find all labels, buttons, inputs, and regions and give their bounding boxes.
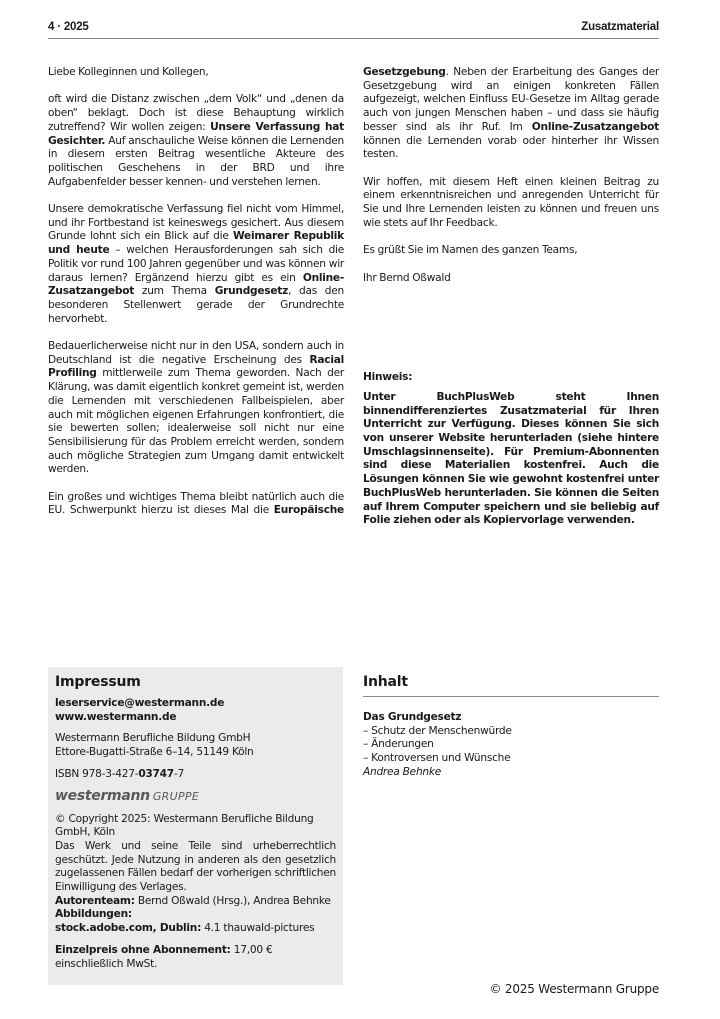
images-source (55, 922, 336, 936)
page-header (48, 20, 659, 39)
text: Ein großes und wichtiges Thema bleibt natürlich auch die EU. Schwerpunkt hierzu ist dieses Mal die (48, 490, 344, 517)
text: – welchen Herausforderungen sah sich die Politik vor rund 100 Jahren gegenüber und was können wir daraus lernen? Ergänzend hierzu gibt es ein (48, 244, 345, 284)
price-label: Einzelpreis ohne Abonnement: (55, 943, 231, 956)
authors-label: Autorenteam: (55, 894, 135, 907)
authors-value: Bernd Oßwald (Hrsg.), Andrea Behnke (134, 894, 331, 907)
text: zum Thema (134, 285, 215, 298)
text: Auf anschauliche Weise können die Lernenden in diesem ersten Beitrag wesentliche Akteure des politischen Geschehens in der BRD und ihre Aufgabenfelder besser kennen- und verstehen lernen. (48, 134, 344, 188)
images-label-text: Abbildungen: (55, 908, 132, 921)
website-link[interactable]: www.westermann.de (55, 710, 177, 723)
letter-signature: Ihr Bernd Oßwald (363, 271, 451, 284)
hint-title: Hinweis: (363, 371, 413, 384)
letter-paragraph-3 (48, 340, 344, 477)
text: Unsere demokratische Verfassung fiel nicht vom Himmel, und ihr Fortbestand ist keineswegs gesichert. Aus diesem Grunde lohnt sich ein Blick auf die (48, 203, 344, 243)
contact-block (55, 697, 336, 724)
contents-section (363, 667, 659, 780)
letter-column-right (363, 66, 659, 528)
highlight-eu-law-part1: Europäische (273, 504, 344, 517)
isbn (55, 768, 336, 782)
street-address: Ettore-Bugatti-Straße 6–14, 51149 Köln (55, 746, 254, 759)
page-footer-copyright: © 2025 Westermann Gruppe (489, 982, 659, 996)
text: oft wird die Distanz zwischen „dem Volk“ und „denen da oben“ beklagt. Doch ist diese Behauptung wirklich zutreffend? Wir wollen zeigen: (48, 93, 344, 133)
logo-group: GRUPPE (152, 789, 200, 803)
price (55, 944, 336, 971)
company-name: Westermann Berufliche Bildung GmbH (55, 732, 251, 745)
isbn-suffix: -7 (173, 767, 184, 780)
letter-salutation: Liebe Kolleginnen und Kollegen, (48, 66, 209, 78)
contents-item: – Änderungen (363, 738, 434, 751)
text: können die Lernenden vorab oder hinterher ihr Wissen testen. (363, 134, 659, 161)
rights-text: Das Werk und seine Teile sind urheberrechtlich geschützt. Jede Nutzung in anderen als den gesetzlich zugelassenen Fällen bedarf der vorherigen schriftlichen Einwilligung des Verlages. (55, 839, 336, 894)
letter-paragraph-2 (48, 203, 344, 326)
email-link[interactable]: leserservice@westermann.de (55, 697, 225, 709)
letter-paragraph-1 (48, 93, 344, 189)
text: Bedauerlicherweise nicht nur in den USA, sondern auch in Deutschland ist die negative Erscheinung des (48, 340, 344, 366)
highlight-online-offer: Online-Zusatzangebot (48, 271, 344, 298)
publisher-address (55, 732, 336, 759)
issue-number: 4 · 2025 (48, 21, 89, 33)
section-title: Zusatzmaterial (581, 21, 659, 33)
highlight-eu-law-part2: Gesetzgebung (363, 66, 446, 78)
text: , das den besonderen Stellenwert gerade der Grundrechte hervorhebt. (48, 285, 345, 325)
text: . Neben der Erarbeitung des Ganges der Gesetzgebung wird an einigen konkreten Fällen aufgezeigt, welchen Einfluss EU-Gesetze im Alltag gerade auch von jungen Menschen haben – und dass sie häufig besser sind als ihr Ruf. Im (363, 66, 659, 133)
letter-paragraph-4-cont (363, 66, 659, 162)
images-label (55, 908, 336, 922)
authors (55, 895, 336, 909)
contents-title: Inhalt (363, 667, 659, 697)
isbn-bold: 03747 (138, 767, 174, 780)
highlight-weimar: Weimarer Republik und heute (48, 230, 344, 257)
isbn-prefix: ISBN 978-3-427- (55, 767, 139, 780)
price-value: 17,00 € einschließlich MwSt. (55, 943, 273, 970)
letter-column-left (48, 66, 344, 518)
impressum-box (48, 667, 343, 985)
impressum-title: Impressum (55, 674, 141, 690)
images-source-label: stock.adobe.com, Dublin: (55, 922, 202, 935)
highlight-racial-profiling: Racial Profiling (48, 353, 344, 380)
logo-brand: westermann (55, 787, 150, 804)
highlight-grundgesetz: Grundgesetz (214, 285, 289, 298)
highlight-online-offer-2: Online-Zusatzangebot (531, 120, 659, 133)
letter-closing: Es grüßt Sie im Namen des ganzen Teams, (363, 244, 578, 257)
highlight-verfassung: Unsere Verfassung hat Gesichter. (48, 120, 344, 147)
westermann-logo (55, 787, 336, 804)
contents-item: – Kontroversen und Wünsche (363, 752, 511, 765)
images-source-value: 4.1 thauwald-pictures (201, 922, 315, 935)
contents-topic: Das Grundgesetz (363, 711, 462, 723)
letter-paragraph-5: Wir hoffen, mit diesem Heft einen kleinen Beitrag zu einem erkenntnisreichen und anregenden Unterricht für Sie und Ihre Lernenden leisten zu können und freuen uns wie stets auf Ihr Feedback. (363, 175, 659, 229)
text: mittlerweile zum Thema geworden. Nach der Klärung, was damit eigentlich konkret gemeint ist, werden die Lernenden mit verschiedenen Fallbeispielen, aber auch mit möglichen eigenen Erfahrungen konfrontiert, die sie bewerten sollen; idealerweise soll nicht nur eine Sensibilisierung für das Problem erreicht werden, sondern auch mögliche Strategien zum Umgang damit entwickelt werden. (48, 367, 344, 476)
contents-author: Andrea Behnke (363, 765, 442, 778)
hint-box (363, 371, 659, 528)
contents-item: – Schutz der Menschenwürde (363, 724, 512, 737)
copyright-text: © Copyright 2025: Westermann Berufliche Bildung GmbH, Köln (55, 812, 314, 839)
letter-paragraph-4-start (48, 491, 344, 518)
hint-body: Unter BuchPlusWeb steht Ihnen binnendifferenziertes Zusatzmaterial für Ihren Unterricht zur Verfügung. Dieses können Sie sich von unserer Website herunterladen (siehe hintere Umschlagsinnenseite). Für Premium-Abonnenten sind diese Materialien kostenfrei. Auch die Lösungen können Sie wie gewohnt kostenfrei unter BuchPlusWeb herunterladen. Sie können die Seiten auf Ihrem Computer speichern und sie beliebig auf Folie ziehen oder als Kopiervorlage verwenden. (363, 390, 659, 527)
